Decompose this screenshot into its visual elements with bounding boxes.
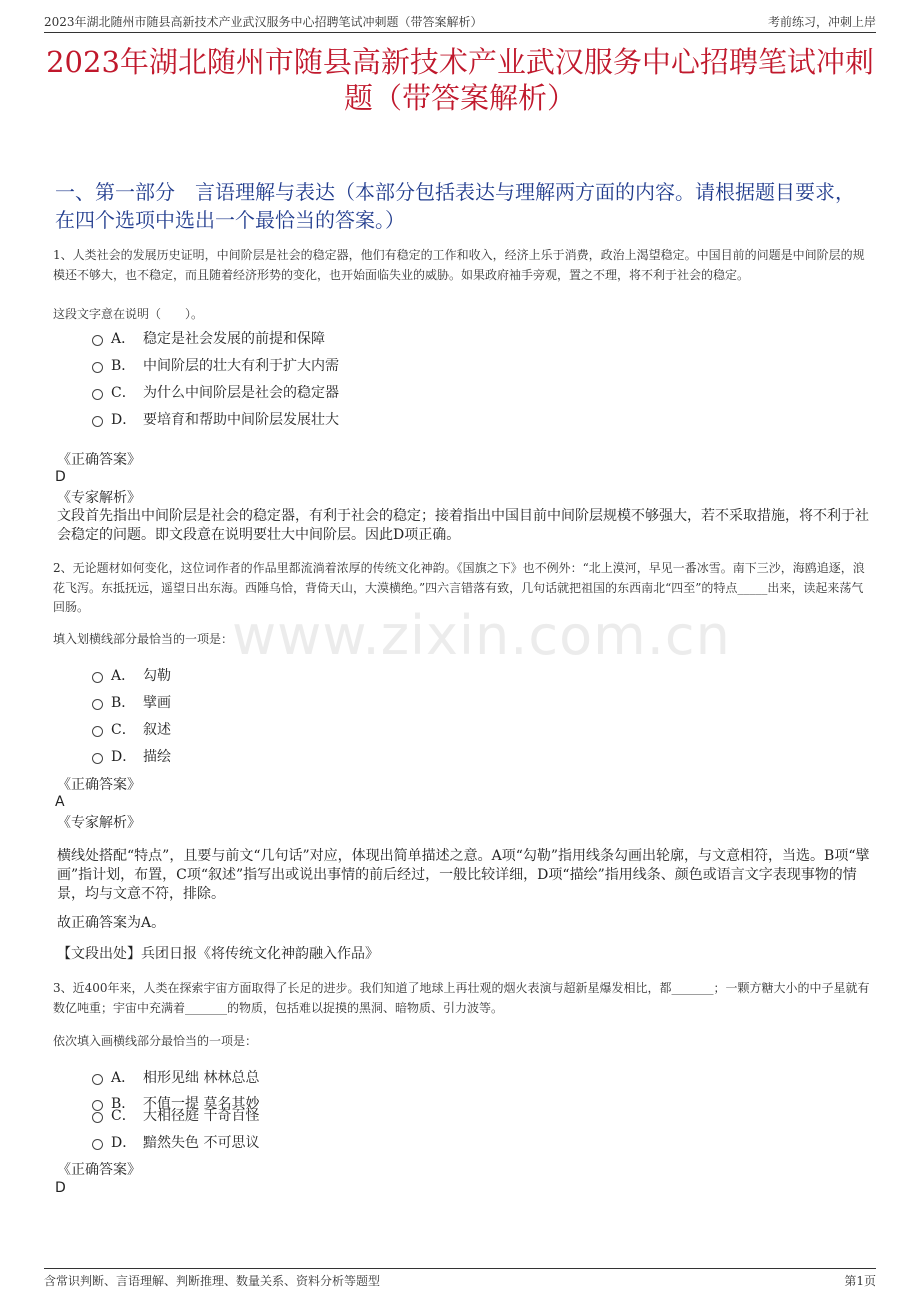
question-1-option-d[interactable]: D． 要培育和帮助中间阶层发展壮大: [92, 409, 339, 429]
question-3-option-c[interactable]: C． 大相径庭 千奇百怪: [92, 1105, 259, 1125]
question-2-stem: 2、无论题材如何变化，这位词作者的作品里都流淌着浓厚的传统文化神韵。《国旗之下》也不例外：“北上漠河，早见一番冰雪。南下三沙，海鸥追逐，浪花飞泻。东抵抚远，遥望日出东海。西陲乌恰，背倚天山，大漠横绝。”四六言错落有致，几句话就把祖国的东西南北“四至”的特点_____出来，读起来荡气回肠。: [53, 561, 865, 614]
question-2-answer-label: 《正确答案》: [57, 777, 141, 793]
question-3-option-a[interactable]: A． 相形见绌 林林总总: [92, 1067, 259, 1087]
question-3-stem: 3、近400年来，人类在探索宇宙方面取得了长足的进步。我们知道了地球上再壮观的烟火表演与超新星爆发相比，都_______；一颗方糖大小的中子星就有数亿吨重；宇宙中充满着_______的物质，包括难以捉摸的黑洞、暗物质、引力波等。: [53, 981, 870, 1015]
radio-icon[interactable]: [92, 1074, 103, 1085]
radio-icon[interactable]: [92, 416, 103, 427]
radio-icon[interactable]: [92, 389, 103, 400]
question-1-option-a[interactable]: A． 稳定是社会发展的前提和保障: [92, 328, 325, 348]
section-heading: 一、第一部分 言语理解与表达（本部分包括表达与理解两方面的内容。请根据题目要求，在四个选项中选出一个最恰当的答案。）: [55, 180, 855, 232]
radio-icon[interactable]: [92, 699, 103, 710]
question-2-prompt: 填入划横线部分最恰当的一项是：: [53, 632, 234, 646]
question-1-analysis-label: 《专家解析》: [57, 490, 141, 506]
radio-icon[interactable]: [92, 726, 103, 737]
watermark: www.zixin.com.cn: [232, 604, 731, 667]
question-3-answer: D: [55, 1180, 66, 1196]
question-1-stem: 1、人类社会的发展历史证明，中间阶层是社会的稳定器，他们有稳定的工作和收入，经济上乐于消费，政治上渴望稳定。中国目前的问题是中间阶层的规模还不够大，也不稳定，而且随着经济形势的变化，也开始面临失业的威胁。如果政府袖手旁观，置之不理，将不利于社会的稳定。: [53, 248, 865, 282]
question-2-analysis: 横线处搭配“特点”，且要与前文“几句话”对应，体现出简单描述之意。A项“勾勒”指用线条勾画出轮廓，与文意相符，当选。B项“擘画”指计划，布置，C项“叙述”指写出或说出事情的前后经过，一般比较详细，D项“描绘”指用线条、颜色或语言文字表现事物的情景，均与文意不符，排除。: [57, 848, 870, 902]
question-3-prompt: 依次填入画横线部分最恰当的一项是：: [53, 1034, 258, 1048]
page-header: [44, 10, 876, 33]
radio-icon[interactable]: [92, 1112, 103, 1123]
question-2-analysis-label: 《专家解析》: [57, 815, 141, 831]
radio-icon[interactable]: [92, 335, 103, 346]
question-3-answer-label: 《正确答案》: [57, 1162, 141, 1178]
radio-icon[interactable]: [92, 672, 103, 683]
radio-icon[interactable]: [92, 753, 103, 764]
question-2-option-c[interactable]: C． 叙述: [92, 719, 171, 739]
header-slogan: 考前练习，冲刺上岸: [767, 15, 876, 29]
page-footer: [44, 1268, 876, 1288]
question-3-option-b[interactable]: B． 不值一提 莫名其妙: [92, 1093, 259, 1113]
question-1-option-b[interactable]: B． 中间阶层的壮大有利于扩大内需: [92, 355, 339, 375]
document-title: 2023年湖北随州市随县高新技术产业武汉服务中心招聘笔试冲刺题（带答案解析）: [46, 45, 874, 115]
question-2-option-b[interactable]: B． 擘画: [92, 692, 171, 712]
radio-icon[interactable]: [92, 362, 103, 373]
question-1-answer: D: [55, 469, 66, 485]
question-2-option-a[interactable]: A． 勾勒: [92, 665, 171, 685]
footer-question-types: 含常识判断、言语理解、判断推理、数量关系、资料分析等题型: [44, 1274, 381, 1288]
question-1-prompt: 这段文字意在说明（ ）。: [53, 307, 204, 321]
question-2-answer: A: [55, 794, 65, 810]
question-2-option-d[interactable]: D． 描绘: [92, 746, 171, 766]
question-3-option-d[interactable]: D． 黯然失色 不可思议: [92, 1132, 259, 1152]
page-number: 第1页: [844, 1274, 876, 1288]
header-doc-title: 2023年湖北随州市随县高新技术产业武汉服务中心招聘笔试冲刺题（带答案解析）: [44, 15, 483, 29]
radio-icon[interactable]: [92, 1139, 103, 1150]
question-1-analysis: 文段首先指出中间阶层是社会的稳定器，有利于社会的稳定；接着指出中国目前中间阶层规模不够强大，若不采取措施，将不利于社会稳定的问题。即文段意在说明要壮大中间阶层。因此D项正确。: [57, 508, 869, 543]
question-2-source: 【文段出处】兵团日报《将传统文化神韵融入作品》: [57, 946, 379, 962]
question-1-answer-label: 《正确答案》: [57, 452, 141, 468]
question-2-conclusion: 故正确答案为A。: [57, 915, 166, 931]
question-1-option-c[interactable]: C． 为什么中间阶层是社会的稳定器: [92, 382, 339, 402]
